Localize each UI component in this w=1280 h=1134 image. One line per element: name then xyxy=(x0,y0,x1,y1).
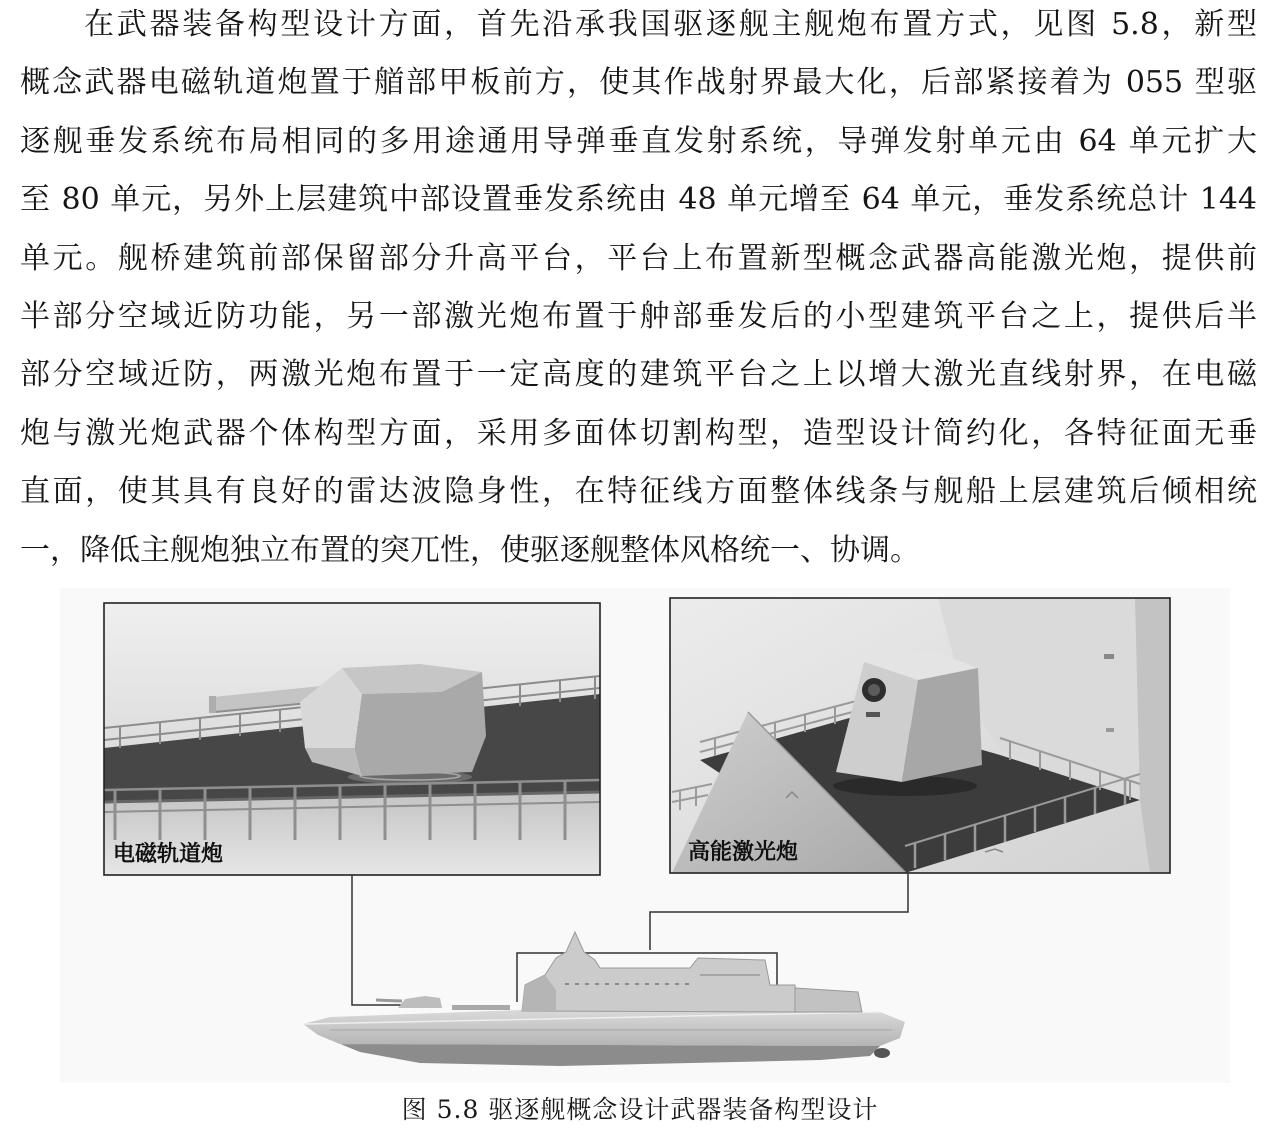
laser-cannon-render xyxy=(670,598,1170,873)
paragraph-line: 炮与激光炮武器个体构型方面，采用多面体切割构型，造型设计简约化，各特征面无垂 xyxy=(20,415,1257,451)
body-paragraph xyxy=(20,0,1257,580)
hull-upper xyxy=(303,1010,905,1046)
paragraph-line: 单元。舰桥建筑前部保留部分升高平台，平台上布置新型概念武器高能激光炮，提供前 xyxy=(20,240,1257,276)
paragraph-line: 直面，使其具有良好的雷达波隐身性，在特征线方面整体线条与舰船上层建筑后倾相统 xyxy=(20,474,1257,510)
figure-caption: 图 5.8 驱逐舰概念设计武器装备构型设计 xyxy=(401,1095,879,1124)
hangar xyxy=(795,988,862,1012)
railgun-render xyxy=(104,603,600,875)
railgun-panel-label: 电磁轨道炮 xyxy=(113,842,224,867)
paragraph-line: 逐舰垂发系统布局相同的多用途通用导弹垂直发射系统，导弹发射单元由 64 单元扩大 xyxy=(20,123,1257,159)
propeller xyxy=(874,1048,890,1058)
paragraph-line: 至 80 单元，另外上层建筑中部设置垂发系统由 48 单元增至 64 单元，垂发系统总计 144 xyxy=(20,182,1257,218)
railgun-turret xyxy=(300,664,486,776)
laser-panel-label: 高能激光炮 xyxy=(688,840,799,865)
vls-deck-patch xyxy=(452,1005,510,1010)
paragraph-line: 概念武器电磁轨道炮置于艏部甲板前方，使其作战射界最大化，后部紧接着为 055 型驱 xyxy=(20,65,1257,101)
paragraph-line: 部分空域近防，两激光炮布置于一定高度的建筑平台之上以增大激光直线射界，在电磁 xyxy=(20,357,1257,393)
paragraph-line: 一，降低主舰炮独立布置的突兀性，使驱逐舰整体风格统一、协调。 xyxy=(20,532,920,568)
paragraph-line: 在武器装备构型设计方面，首先沿承我国驱逐舰主舰炮布置方式，见图 5.8，新型 xyxy=(84,7,1257,42)
paragraph-line: 半部分空域近防功能，另一部激光炮布置于舯部垂发后的小型建筑平台之上，提供后半 xyxy=(20,298,1257,334)
